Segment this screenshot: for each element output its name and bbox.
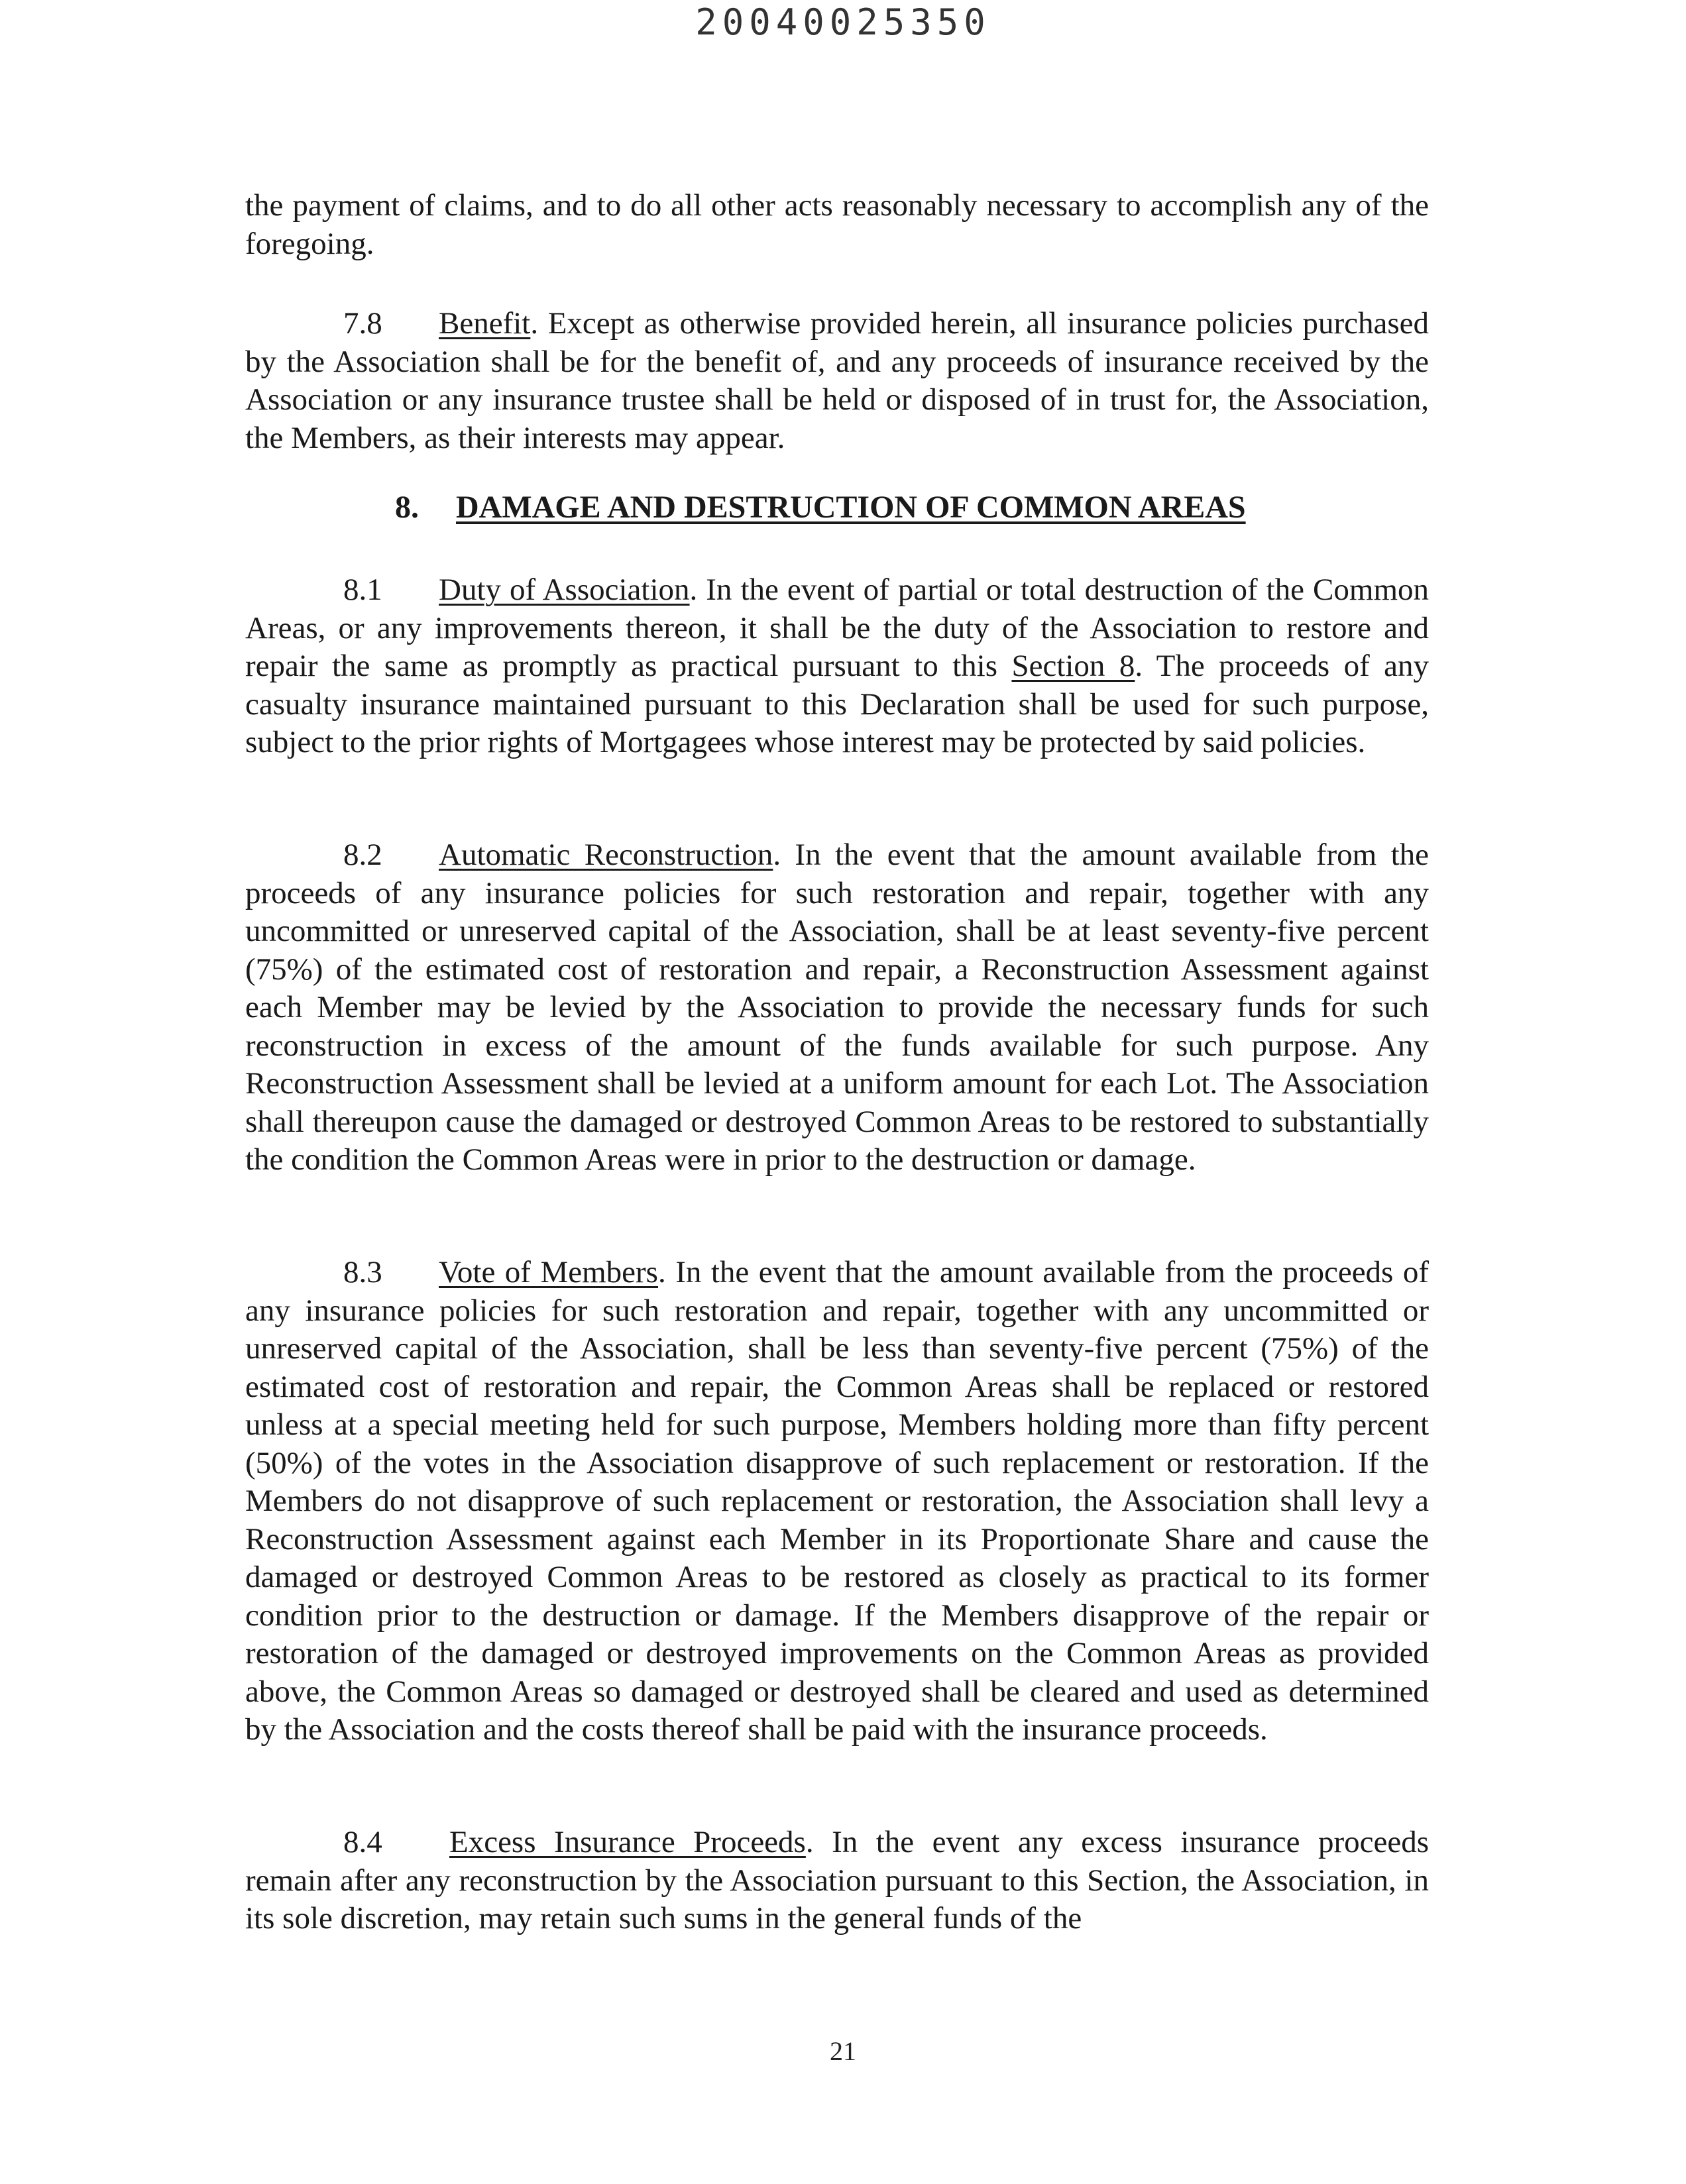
paragraph-8-3 xyxy=(245,1254,1429,1749)
paragraph-body: . In the event that the amount available from the proceeds of any insurance policies for such restoration and repair, together with any uncommitted or unreserved capital of the Association, shall be at least seventy-five percent (75%) of the estimated cost of restoration and repair, a Reconstruction Assessment against each Member may be levied by the Association to provide the necessary funds for such reconstruction in excess of the amount of the funds available for such purpose. Any Reconstruction Assessment shall be levied at a uniform amount for each Lot. The Association shall thereupon cause the damaged or destroyed Common Areas to be restored to substantially the condition the Common Areas were in prior to the destruction or damage. xyxy=(245,838,1429,1177)
paragraph-8-2 xyxy=(245,836,1429,1179)
section-reference: Section 8 xyxy=(1011,649,1135,683)
paragraph-number: 8.3 xyxy=(343,1255,382,1289)
paragraph-body: . Except as otherwise provided herein, all insurance policies purchased by the Association shall be for the benefit of, and any proceeds of insurance received by the Association or any insurance trustee shall be held or disposed of in trust for, the Association, the Members, as their interests may appear. xyxy=(245,306,1429,455)
continuation-text: the payment of claims, and to do all other acts reasonably necessary to accomplish any of the foregoing. xyxy=(245,188,1429,261)
paragraph-body: . In the event that the amount available from the proceeds of any insurance policies for such restoration and repair, together with any uncommitted or unreserved capital of the Association, shall be less than seventy-five percent (75%) of the estimated cost of restoration and repair, the Common Areas shall be replaced or restored unless at a special meeting held for such purpose, Members holding more than fifty percent (50%) of the votes in the Association disapprove of such replacement or restoration. If the Members do not disapprove of such replacement or restoration, the Association shall levy a Reconstruction Assessment against each Member in its Proportionate Share and cause the damaged or destroyed Common Areas to be restored as closely as practical to its former condition prior to the destruction or damage. If the Members disapprove of the repair or restoration of the damaged or destroyed improvements on the Common Areas as provided above, the Common Areas so damaged or destroyed shall be cleared and used as determined by the Association and the costs thereof shall be paid with the insurance proceeds. xyxy=(245,1255,1430,1747)
paragraph-title: Vote of Members xyxy=(439,1255,658,1289)
section-title: DAMAGE AND DESTRUCTION OF COMMON AREAS xyxy=(456,490,1246,525)
page-number: 21 xyxy=(830,2036,856,2066)
paragraph-7-8 xyxy=(245,305,1429,457)
paragraph-title: Benefit xyxy=(439,306,531,341)
document-number: 20040025350 xyxy=(695,1,991,43)
continuation-paragraph xyxy=(245,187,1429,263)
paragraph-body: . In the event of partial or total destruction of the Common Areas, or any improvements thereon, it shall be the duty of the Association to restore and repair the same as promptly as practical pursuant to this xyxy=(245,573,1430,683)
section-heading xyxy=(395,489,1246,525)
paragraph-number: 8.2 xyxy=(343,838,382,872)
paragraph-number: 7.8 xyxy=(343,306,382,341)
paragraph-title: Excess Insurance Proceeds xyxy=(449,1825,806,1859)
section-number: 8. xyxy=(395,490,419,525)
paragraph-title: Automatic Reconstruction xyxy=(439,838,773,872)
paragraph-number: 8.4 xyxy=(343,1825,382,1859)
paragraph-body: . In the event any excess insurance proceeds remain after any reconstruction by the Association pursuant to this Section, the Association, in its sole discretion, may retain such sums in the general funds of the xyxy=(245,1825,1430,1936)
paragraph-8-4 xyxy=(245,1824,1429,1938)
paragraph-number: 8.1 xyxy=(343,573,382,607)
paragraph-title: Duty of Association xyxy=(439,573,690,607)
paragraph-8-1 xyxy=(245,571,1429,762)
paragraph-body-continued: . The proceeds of any casualty insurance maintained pursuant to this Declaration shall be used for such purpose, subject to the prior rights of Mortgagees whose interest may be protected by said policies. xyxy=(245,649,1429,759)
